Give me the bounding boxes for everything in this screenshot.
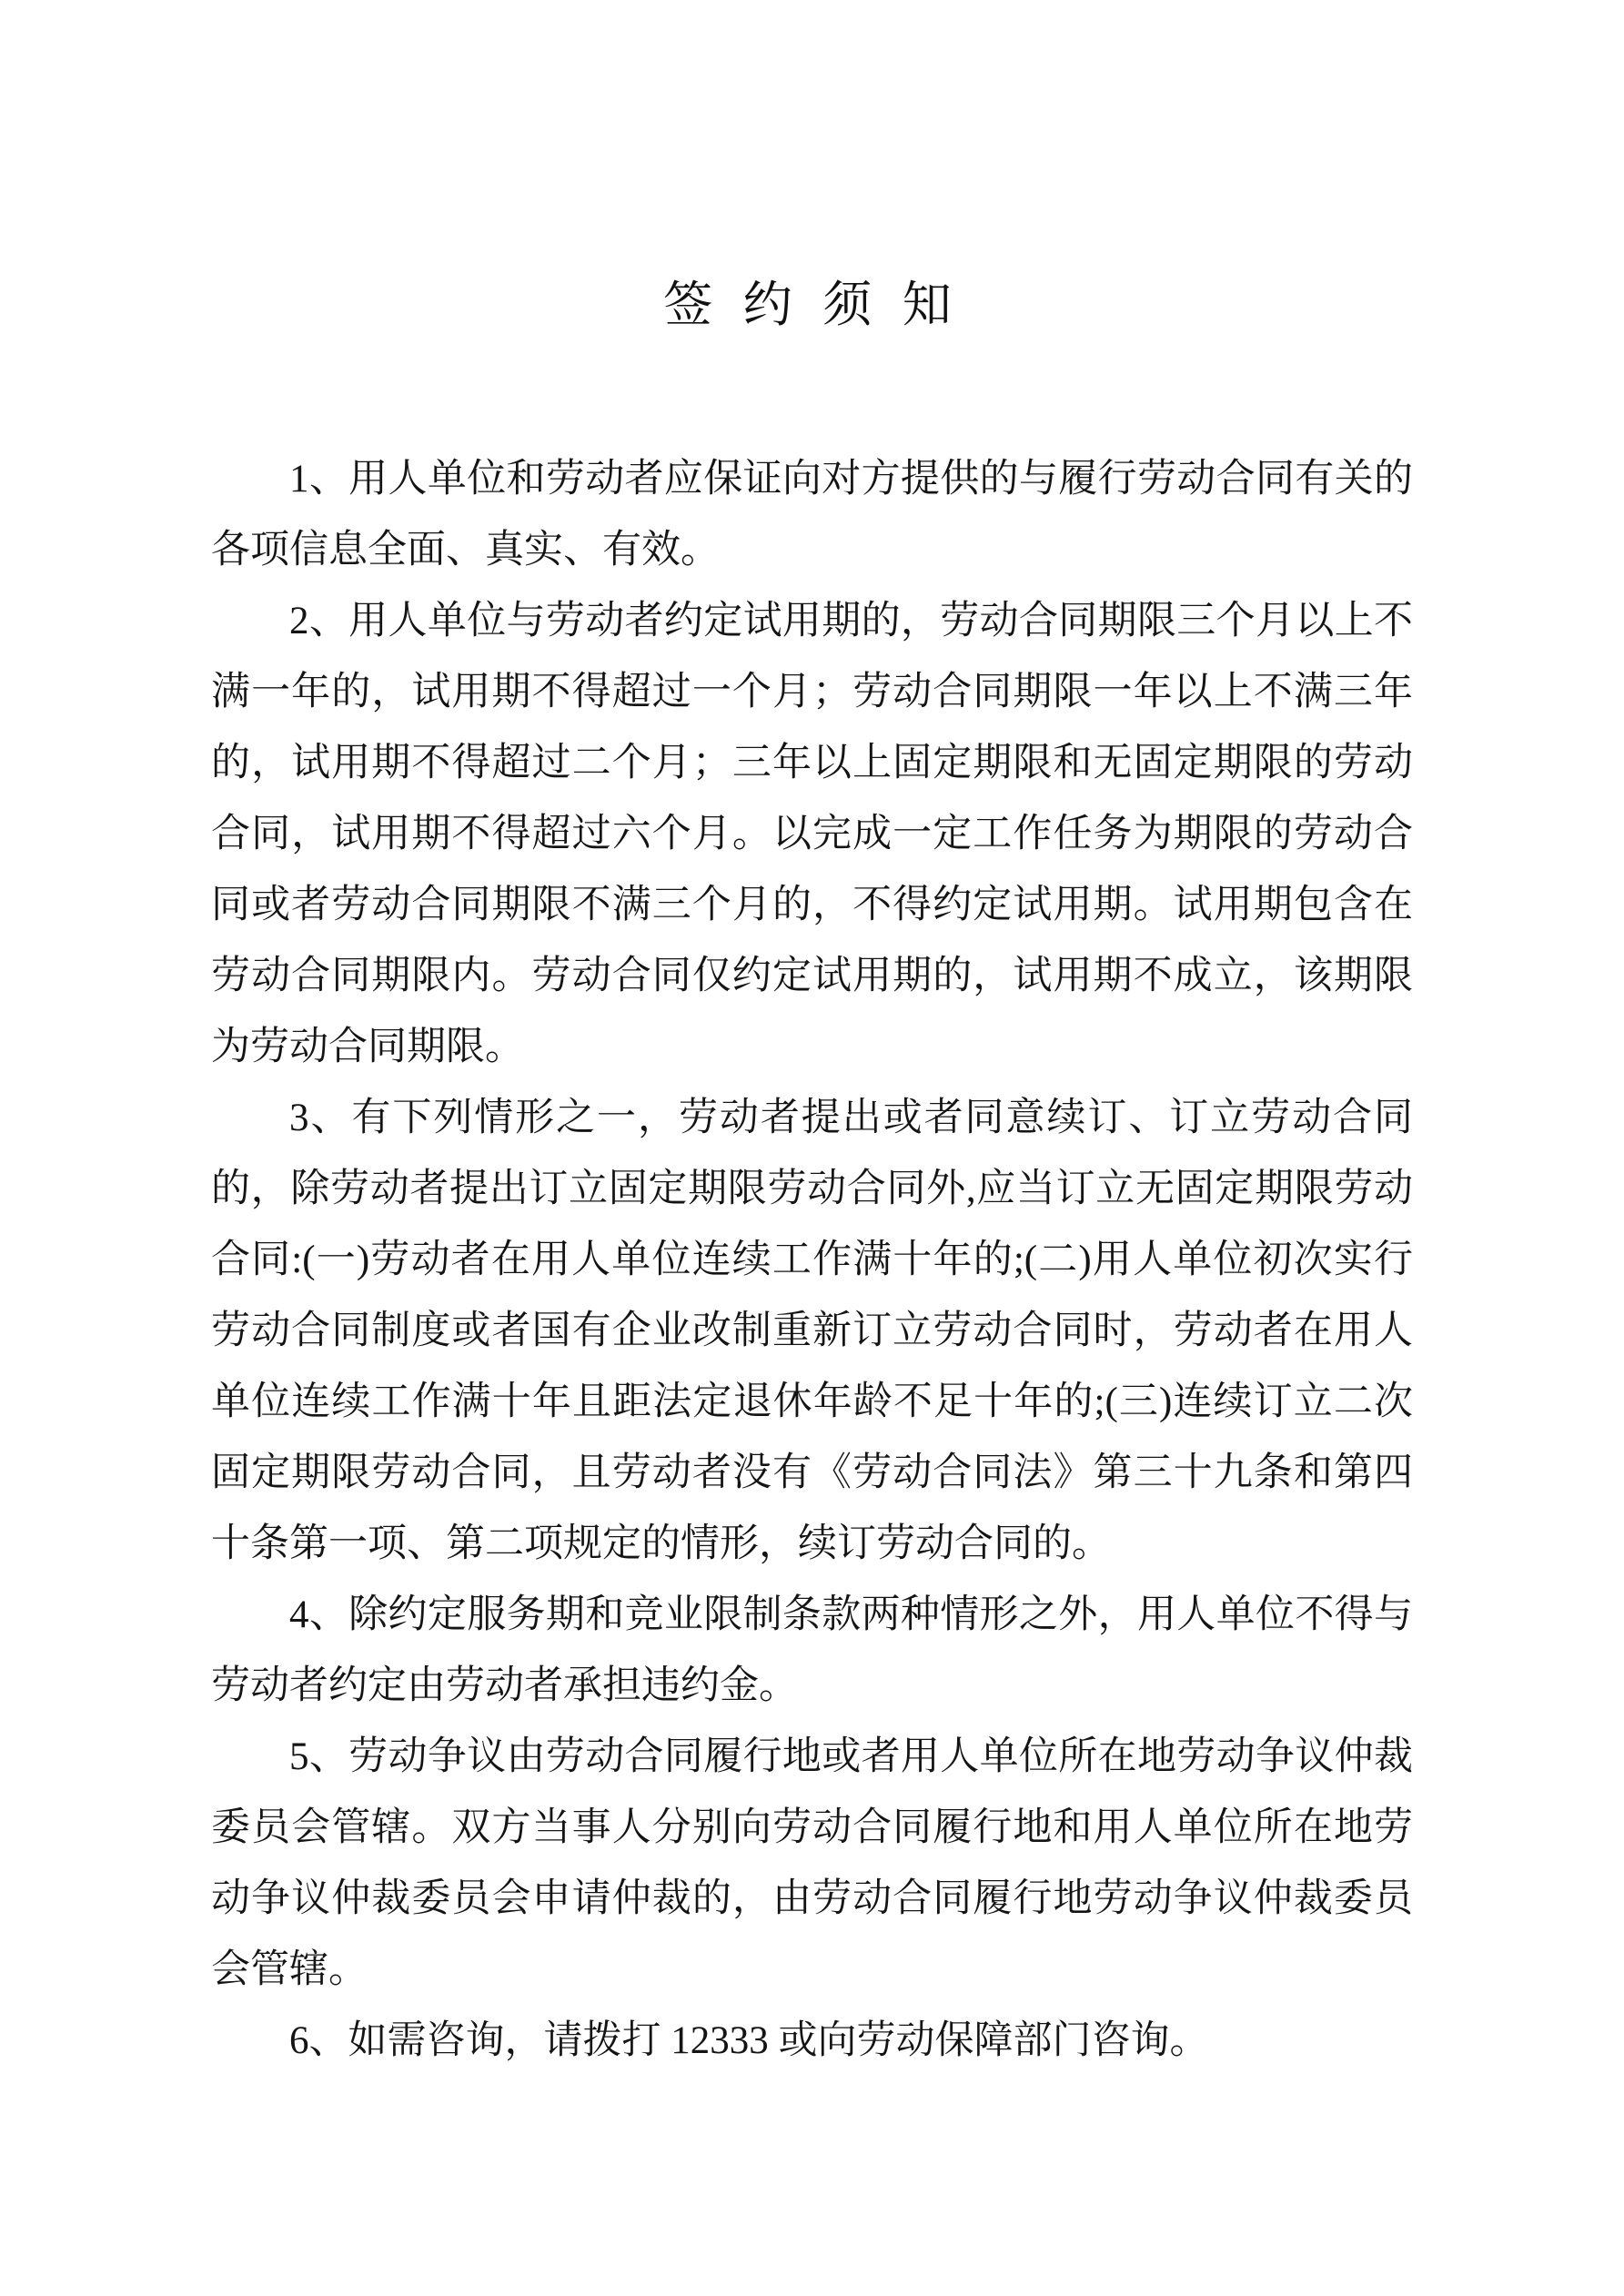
document-body <box>211 444 1413 2077</box>
paragraph-3: 3、有下列情形之一，劳动者提出或者同意续订、订立劳动合同的，除劳动者提出订立固定期限劳动合同外,应当订立无固定期限劳动合同:(一)劳动者在用人单位连续工作满十年的;(二)用人单位初次实行劳动合同制度或者国有企业改制重新订立劳动合同时，劳动者在用人单位连续工作满十年且距法定退休年龄不足十年的;(三)连续订立二次固定期限劳动合同，且劳动者没有《劳动合同法》第三十九条和第四十条第一项、第二项规定的情形，续订劳动合同的。 <box>211 1097 1413 1566</box>
paragraph-6: 6、如需咨询，请拨打 12333 或向劳动保障部门咨询。 <box>289 2019 1209 2063</box>
paragraph-1: 1、用人单位和劳动者应保证向对方提供的与履行劳动合同有关的各项信息全面、真实、有效。 <box>211 458 1413 572</box>
paragraph-2: 2、用人单位与劳动者约定试用期的，劳动合同期限三个月以上不满一年的，试用期不得超过一个月；劳动合同期限一年以上不满三年的，试用期不得超过二个月；三年以上固定期限和无固定期限的劳动合同，试用期不得超过六个月。以完成一定工作任务为期限的劳动合同或者劳动合同期限不满三个月的，不得约定试用期。试用期包含在劳动合同期限内。劳动合同仅约定试用期的，试用期不成立，该期限为劳动合同期限。 <box>211 600 1413 1069</box>
page-title: 签 约 须 知 <box>663 278 961 332</box>
paragraph-5: 5、劳动争议由劳动合同履行地或者用人单位所在地劳动争议仲裁委员会管辖。双方当事人分别向劳动合同履行地和用人单位所在地劳动争议仲裁委员会申请仲裁的，由劳动合同履行地劳动争议仲裁委员会管辖。 <box>211 1735 1413 1992</box>
paragraph-4: 4、除约定服务期和竞业限制条款两种情形之外，用人单位不得与劳动者约定由劳动者承担违约金。 <box>211 1593 1413 1708</box>
